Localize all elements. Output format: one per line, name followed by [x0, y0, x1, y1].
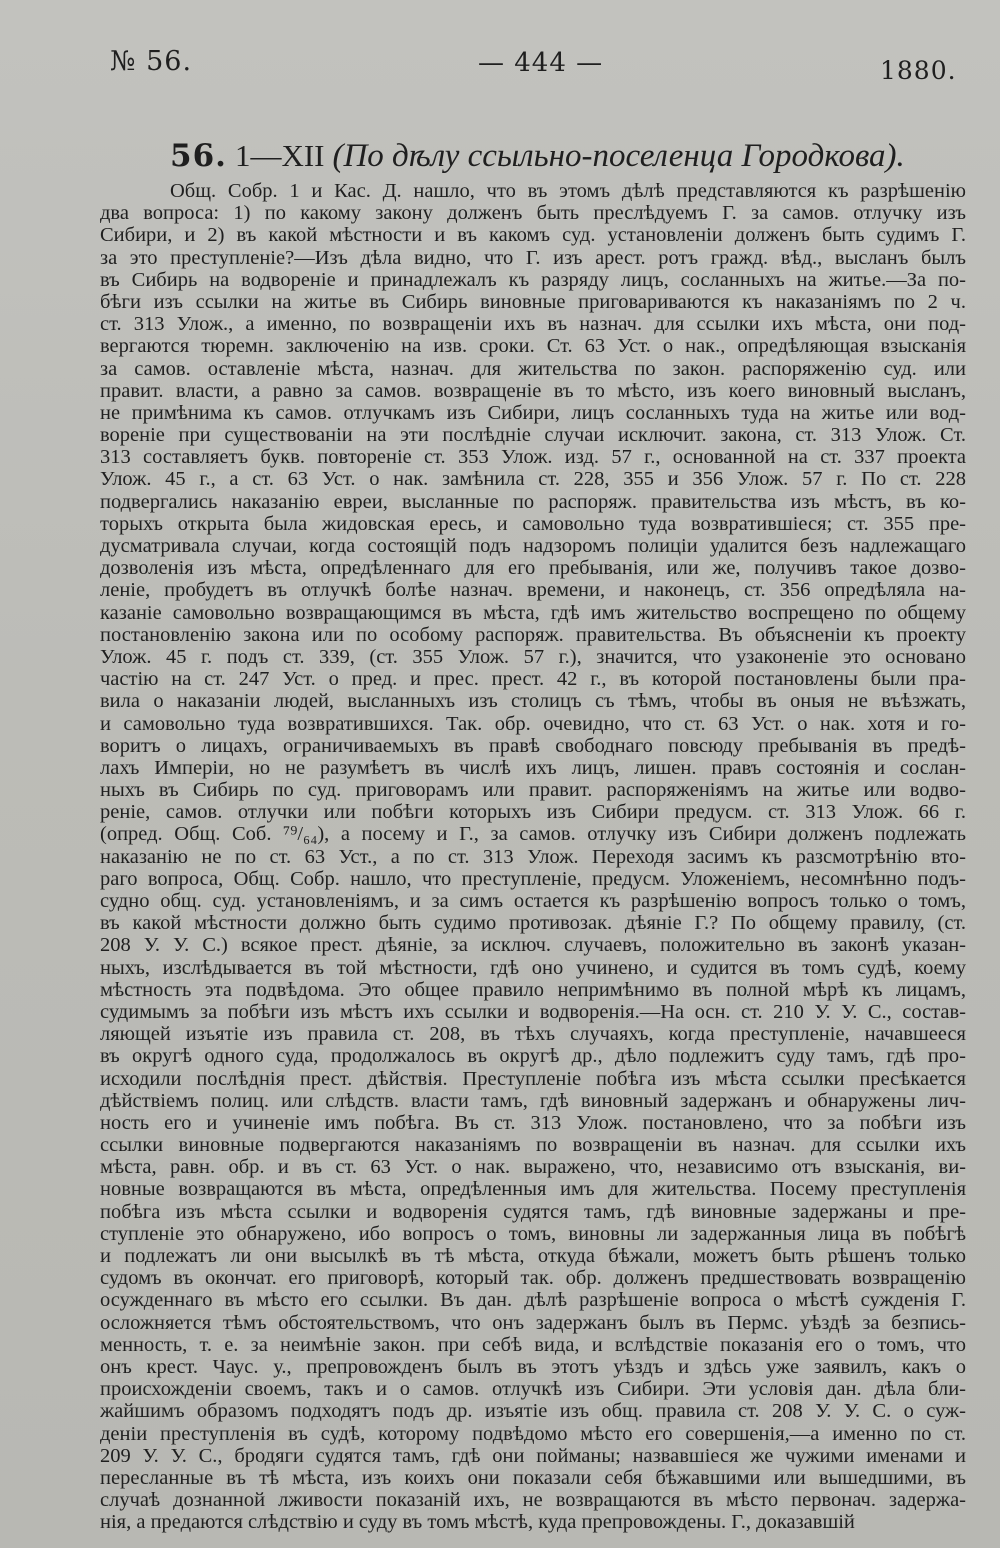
- body-text: [100, 180, 966, 1533]
- text-line: и подлежатъ ли они высылкѣ въ тѣ мѣста, откуда бѣжали, можетъ быть рѣшенъ только: [100, 1245, 966, 1267]
- text-line: новные возвращаются въ мѣста, опредѣленныя имъ для жительства. Посему преступленія: [100, 1178, 966, 1201]
- text-line: Сибири, и 2) въ какой мѣстности и въ какомъ суд. установленіи долженъ быть судимъ Г.: [100, 224, 966, 247]
- text-line: 208 У. У. С.) всякое прест. дѣяніе, за исключ. случаевъ, положительно въ законѣ указан-: [100, 934, 966, 957]
- text-line: 209 У. У. С., бродяги судятся тамъ, гдѣ они пойманы; назвавшіеся же чужими именами и: [100, 1444, 966, 1467]
- text-line: ляющей изъятіе изъ правила ст. 208, въ тѣхъ случаяхъ, когда преступленіе, начавшееся: [100, 1023, 966, 1046]
- text-line: 313 составляетъ букв. повтореніе ст. 353 Улож. изд. 57 г., основанной на ст. 337 проекта: [100, 446, 966, 469]
- text-line: ссылки виновные подвергаются наказаніямъ по возвращеніи въ назнач. для ссылки ихъ: [100, 1134, 966, 1157]
- text-line: исходили послѣднія прест. дѣйствія. Преступленіе побѣга изъ мѣста ссылки пресѣкается: [100, 1067, 966, 1090]
- text-line: не примѣнима къ самов. отлучкамъ изъ Сибири, лицъ сосланныхъ туда на житье или вод-: [100, 401, 966, 424]
- case-date: 1—XII: [234, 138, 325, 173]
- text-line: менность, т. е. за неимѣніе закон. при себѣ вида, и вслѣдствіе показанія его о томъ, что: [100, 1333, 966, 1356]
- text-line: ст. 313 Улож., а именно, по возвращеніи ихъ въ назнач. для ссылки ихъ мѣста, они под-: [100, 313, 966, 336]
- text-line: за это преступленіе?—Изъ дѣла видно, что Г. изъ арест. ротъ гражд. вѣд., высланъ былъ: [100, 246, 966, 269]
- text-line: ступленіе это обнаружено, ибо вопросъ о томъ, виновны ли задержанныя лица въ побѣгѣ: [100, 1222, 966, 1245]
- text-line: жайшимъ образомъ подходятъ подъ др. изъятіе изъ общ. правила ст. 208 У. У. С. о суж-: [100, 1400, 966, 1423]
- text-line: вергаются тюремн. заключенію на изв. сроки. Ст. 63 Уст. о нак., опредѣляющая взысканія: [100, 335, 966, 358]
- text-line: ныхъ, изслѣдывается въ той мѣстности, гдѣ оно учинено, и судится въ томъ судѣ, коему: [100, 956, 966, 979]
- entry-number: № 56.: [110, 46, 193, 77]
- text-line: случаѣ дознанной лживости показаній ихъ, не возвращаются въ мѣсто первонач. задержа-: [100, 1489, 966, 1512]
- text-line: ность его и учиненіе имъ побѣга. Въ ст. 313 Улож. постановлено, что за побѣги изъ: [100, 1111, 966, 1134]
- text-line: частію на ст. 247 Уст. о пред. и прес. прест. 42 г., въ которой постановлены были пра-: [100, 668, 966, 691]
- text-line: онъ крест. Чаус. у., препровожденъ былъ въ этотъ уѣздъ и здѣсь уже заявилъ, какъ о: [100, 1355, 966, 1378]
- text-line: побѣга изъ мѣста ссылки и водворенія судятся тамъ, гдѣ виновные задержаны и пре-: [100, 1200, 966, 1223]
- text-line: казаніе самовольно возвращающимся въ мѣста, гдѣ имъ жительство воспрещено по общему: [100, 601, 966, 624]
- page-number: — 444 —: [478, 48, 604, 78]
- text-line: вореніе при существованіи на эти послѣдніе случаи исключит. закона, ст. 313 Улож. Ст.: [100, 424, 966, 447]
- text-line: осложняется тѣмъ обстоятельствомъ, что онъ задержанъ былъ въ Пермс. уѣздѣ за безпись-: [100, 1311, 966, 1334]
- text-line: въ Сибирь на водвореніе и принадлежалъ къ разряду лицъ, сосланныхъ на житье.—За по-: [100, 268, 966, 291]
- text-line: за самов. оставленіе мѣста, назнач. для жительства по закон. распоряженію суд. или: [100, 357, 966, 380]
- text-line: судомъ въ окончат. его приговорѣ, который так. обр. долженъ предшествовать возвращенію: [100, 1267, 966, 1290]
- text-line: судимымъ за побѣги изъ мѣстъ ихъ ссылки и водворенія.—На осн. ст. 210 У. У. С., состав-: [100, 1000, 966, 1023]
- text-line: въ округѣ одного суда, продолжалось въ округѣ др., дѣло подлежитъ суду тамъ, гдѣ про-: [100, 1045, 966, 1068]
- text-line: правит. власти, а равно за самов. возвращеніе въ то мѣсто, изъ коего виновный высланъ,: [100, 379, 966, 402]
- text-line: и самовольно туда возвратившихся. Так. обр. очевидно, что ст. 63 Уст. о нак. хотя и го-: [100, 712, 966, 735]
- case-title: [170, 138, 930, 175]
- text-line: пересланные въ тѣ мѣста, изъ коихъ они показали себя бѣжавшими или вышедшими, въ: [100, 1466, 966, 1489]
- text-line: вила о наказаніи людей, высланныхъ изъ столицъ съ тѣмъ, чтобы въ оныя не въѣзжать,: [100, 690, 966, 713]
- text-line: подвергались наказанію евреи, высланные по распоряж. правительства изъ мѣстъ, въ ко-: [100, 490, 966, 513]
- case-number: 56.: [170, 138, 227, 174]
- text-line: (опред. Общ. Соб. ⁷⁹/₆₄), а посему и Г., за самов. отлучку изъ Сибири долженъ подлежать: [100, 823, 966, 846]
- text-line: наказанію не по ст. 63 Уст., а по ст. 313 Улож. Переходя засимъ къ разсмотрѣнію вто-: [100, 845, 966, 868]
- text-line: судно общ. суд. установленіямъ, и за симъ остается къ разрѣшенію вопросъ только о томъ,: [100, 890, 966, 912]
- text-line: нія, а предаются слѣдствію и суду въ томъ мѣстѣ, куда препровождены. Г., доказавшій: [100, 1511, 855, 1534]
- text-line: торыхъ открыта была жидовская ересь, и самовольно туда возвратившіеся; ст. 355 пре-: [100, 512, 966, 535]
- text-line: дозволенія изъ мѣста, опредѣленнаго для его пребыванія, или же, получивъ такое дозво-: [100, 557, 966, 580]
- case-subject: (По дѣлу ссыльно-поселенца Городкова).: [332, 138, 905, 174]
- text-line: лахъ Имперіи, но не разумѣетъ въ числѣ ихъ лицъ, лишен. правъ состоянія и сослан-: [100, 756, 966, 779]
- text-line: дѣйствіемъ полиц. или слѣдств. власти тамъ, гдѣ виновный задержанъ и обнаружены лич-: [100, 1089, 966, 1112]
- text-line: Улож. 45 г., а ст. 63 Уст. о нак. замѣнила ст. 228, 355 и 356 Улож. 57 г. По ст. 228: [100, 468, 966, 491]
- text-line: происхожденіи своемъ, такъ и о самов. отлучкѣ изъ Сибири. Эти условія дан. дѣла бли-: [100, 1378, 966, 1401]
- text-line: осужденнаго въ мѣсто его ссылки. Въ дан. дѣлѣ разрѣшеніе вопроса о мѣстѣ сужденія Г.: [100, 1289, 966, 1312]
- text-line: въ какой мѣстности должно быть судимо противозак. дѣяніе Г.? По общему правилу, (ст.: [100, 912, 966, 935]
- text-line: дусматривала случаи, когда состоящій подъ надзоромъ полиціи удалится безъ надлежащаго: [100, 535, 966, 557]
- text-line: леніе, пробудетъ въ отлучкѣ болѣе назнач. времени, и наконецъ, ст. 356 опредѣляла на-: [100, 579, 966, 602]
- page-header: [0, 46, 1000, 86]
- text-line: раго вопроса, Общ. Собр. нашло, что преступленіе, предусм. Уложеніемъ, несомнѣнно подъ-: [100, 867, 966, 890]
- text-line: ныхъ въ Сибирь по суд. приговорамъ или правит. распоряженіямъ на житье или водво-: [100, 779, 966, 802]
- text-line: два вопроса: 1) по какому закону долженъ быть преслѣдуемъ Г. за самов. отлучку изъ: [100, 202, 966, 225]
- text-line: бѣги изъ ссылки на житье въ Сибирь виновные приговариваются къ наказаніямъ по 2 ч.: [100, 290, 966, 313]
- text-line: воритъ о лицахъ, ограничиваемыхъ въ правѣ свободнаго повсюду пребыванія въ предѣ-: [100, 734, 966, 757]
- year: 1880.: [880, 56, 957, 85]
- text-line: Улож. 45 г. подъ ст. 339, (ст. 355 Улож. 57 г.), значится, что узаконеніе это основано: [100, 645, 966, 668]
- text-line: Общ. Собр. 1 и Кас. Д. нашло, что въ этомъ дѣлѣ представляются къ разрѣшенію: [170, 180, 966, 202]
- text-line: мѣста, равн. обр. и въ ст. 63 Уст. о нак. выражено, что, независимо отъ взысканія, ви-: [100, 1156, 966, 1179]
- text-line: мѣстность эта подвѣдома. Это общее правило непримѣнимо въ полной мѣрѣ къ лицамъ,: [100, 978, 966, 1001]
- text-line: реніе, самов. отлучки или побѣги которыхъ изъ Сибири предусм. ст. 313 Улож. 66 г.: [100, 801, 966, 824]
- text-line: деніи преступленія въ судѣ, которому подвѣдомо мѣсто его совершенія,—а именно по ст.: [100, 1422, 966, 1445]
- text-line: постановленію закона или по особому распоряж. правительства. Въ объясненіи къ проекту: [100, 623, 966, 646]
